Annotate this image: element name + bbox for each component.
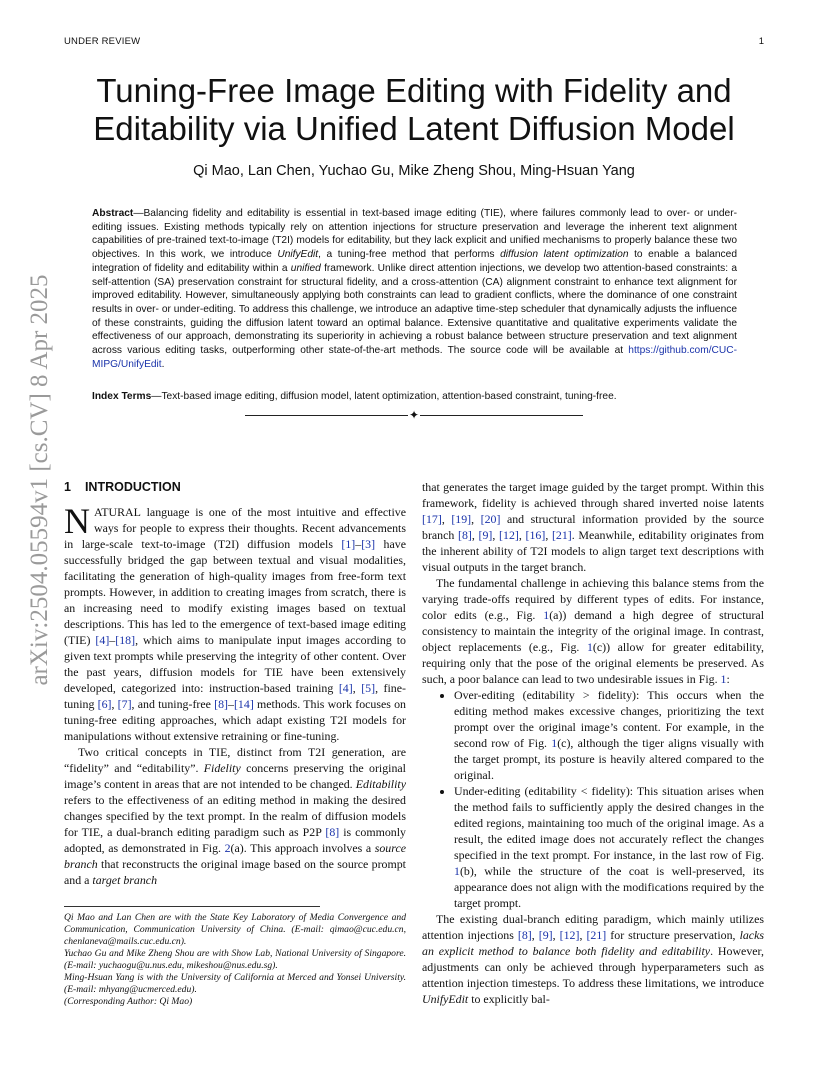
intro-paragraph: [422, 911, 764, 1007]
body-text: (b), while the structure of the coat is well-preserved, its appearance does not align with the modifications required by the target prompt.: [454, 864, 764, 910]
paper-title: Tuning-Free Image Editing with Fidelity and Editability via Unified Latent Diffusion Model: [93, 72, 735, 147]
citation-link[interactable]: [8]: [214, 697, 229, 711]
intro-paragraph: [422, 479, 764, 575]
right-column: [422, 479, 764, 1007]
body-text: The fundamental challenge in achieving this balance stems from the varying trade-offs required by different types of edits. For instance, color edits (e.g., Fig.: [422, 576, 764, 622]
body-text: to explicitly bal-: [468, 992, 550, 1006]
abstract: [92, 207, 737, 371]
small-caps-word: ATURAL: [94, 505, 141, 519]
body-text: (c)) allow for greater editability, requiring only that the pose of the original elements be preserved. As such, a poor balance can lead to two undesirable issues in Fig.: [422, 640, 764, 686]
figure-link[interactable]: 1: [551, 736, 558, 750]
body-text: ,: [111, 697, 118, 711]
author-list: Qi Mao, Lan Chen, Yuchao Gu, Mike Zheng Shou, Ming-Hsuan Yang: [193, 163, 635, 179]
body-text: . Meanwhile, editability originates from the inherent ability of T2I models to align target text descriptions with visual outputs in the target branch.: [422, 528, 765, 574]
body-text: (c), although the tiger aligns visually with the target prompt, its posture is heavily altered compared to the original.: [454, 736, 764, 782]
citation-link[interactable]: [4]: [338, 681, 353, 695]
body-text: Under-editing (editability < fidelity): This situation arises when the method fails to sufficiently apply the desired changes in the edited regions, maintaining too much of the original image. As a result, the edited image does not accurately reflect the changes specified in the text prompt. For instance, in the last row of Fig.: [454, 784, 764, 862]
emphasis-text: target branch: [92, 873, 158, 887]
body-text: ,: [579, 928, 587, 942]
body-text: , and tuning-free: [131, 697, 215, 711]
citation-link[interactable]: [19]: [451, 512, 472, 526]
citation-link[interactable]: [7]: [117, 697, 132, 711]
left-column: [64, 479, 406, 888]
body-text: –: [355, 537, 362, 551]
body-text: (a). This approach involves a: [230, 841, 375, 855]
section-heading: [64, 479, 406, 495]
citation-link[interactable]: [18]: [115, 633, 136, 647]
body-text: :: [726, 672, 730, 686]
body-text: The existing dual-branch editing paradigm, which mainly utilizes attention injections: [422, 912, 764, 942]
body-text: ,: [531, 928, 539, 942]
issue-list: [422, 687, 764, 911]
body-text: is commonly adopted, as demonstrated in Fig.: [64, 825, 406, 855]
body-text: that generates the target image guided by the target prompt. Within this framework, fidelity is achieved through shared inverted noise latents: [422, 480, 764, 510]
figure-link[interactable]: 1: [454, 864, 460, 878]
emphasis-text: source branch: [64, 841, 406, 871]
citation-link[interactable]: [6]: [97, 697, 112, 711]
method-name: UnifyEdit: [422, 992, 469, 1006]
footnote: Yuchao Gu and Mike Zheng Shou are with Show Lab, National University of Singapore. (E-mail: yuchaogu@u.nus.edu, mikeshou@nus.edu.sg).: [64, 948, 406, 971]
footnote: Qi Mao and Lan Chen are with the State Key Laboratory of Media Convergence and Communication, Communication University of China. (E-mail: qimao@cuc.edu.cn, chenlaneva@mails.cuc.edu.cn).: [64, 912, 406, 947]
body-text: ,: [552, 928, 560, 942]
body-text: refers to the effectiveness of an editing method in making the desired changes specified by the text prompt. In the realm of diffusion models for TIE, a dual-branch editing paradigm such as P2P: [64, 793, 406, 839]
body-text: Two critical concepts in TIE, distinct from T2I generation, are “fidelity” and “editability”.: [64, 745, 406, 775]
body-text: ,: [471, 512, 481, 526]
body-text: concerns preserving the original image’s content in areas that are not intended to be changed.: [64, 761, 406, 791]
arxiv-stamp[interactable]: arXiv:2504.05594v1 [cs.CV] 8 Apr 2025: [26, 274, 53, 686]
body-text: ,: [518, 528, 526, 542]
body-text: ,: [441, 512, 452, 526]
figure-link[interactable]: 2: [224, 841, 231, 855]
abstract-text: .: [161, 358, 165, 370]
emphasis-text: diffusion latent optimization: [500, 249, 629, 261]
body-text: –: [109, 633, 116, 647]
body-text: . However, adjustments can only be achieved through hyperparameters such as attention injection timesteps. To address these limitations, we introduce: [422, 944, 764, 990]
emphasis-text: unified: [290, 262, 321, 274]
intro-paragraph: [64, 744, 406, 888]
body-text: , fine-tuning: [64, 681, 406, 711]
footnotes: [64, 912, 406, 1008]
abstract-text: , a tuning-free method that performs: [318, 249, 501, 261]
body-text: ,: [352, 681, 362, 695]
section-number: 1: [64, 480, 71, 494]
citation-link[interactable]: [5]: [361, 681, 376, 695]
citation-link[interactable]: [3]: [361, 537, 376, 551]
figure-link[interactable]: 1: [720, 672, 727, 686]
citation-link[interactable]: [9]: [538, 928, 553, 942]
figure-link[interactable]: 1: [586, 640, 593, 654]
body-text: for structure preservation,: [606, 928, 740, 942]
citation-link[interactable]: [12]: [499, 528, 519, 542]
intro-paragraph: [422, 575, 764, 687]
body-text: methods. This work focuses on tuning-free editing approaches, which adapt existing T2I models for manipulations without extensive retraining or fine-tuning.: [64, 697, 406, 743]
citation-link[interactable]: [17]: [422, 512, 442, 526]
body-text: –: [228, 697, 234, 711]
footnote-rule: [64, 906, 320, 907]
intro-paragraph: [64, 501, 406, 744]
code-link[interactable]: https://github.com/CUC-MIPG/UnifyEdit: [92, 345, 737, 370]
citation-link[interactable]: [12]: [559, 928, 580, 942]
body-text: and structural information provided by the source branch: [422, 512, 764, 542]
index-terms-label: Index Terms: [92, 391, 152, 402]
index-terms: [92, 390, 737, 404]
abstract-text: —Balancing fidelity and editability is essential in text-based image editing (TIE), where failures commonly lead to over- or under-editing issues. Existing methods typically rely on attention injections for structure preservation and leverage the inherent text alignment capabilities of pre-trained text-to-image (T2I) models for editability, but they lack explicit and unified mechanisms to properly balance these two objectives. In this work, we introduce: [92, 208, 737, 261]
method-name: UnifyEdit: [277, 249, 319, 261]
citation-link[interactable]: [8]: [517, 928, 532, 942]
citation-link[interactable]: [4]: [95, 633, 110, 647]
abstract-label: Abstract: [92, 208, 134, 219]
citation-link[interactable]: [20]: [480, 512, 501, 526]
citation-link[interactable]: [8]: [325, 825, 340, 839]
body-text: (a)) demand a high degree of structural consistency to maintain the integrity of the original image. In contrast, object replacements (e.g., Fig.: [422, 608, 764, 654]
citation-link[interactable]: [8]: [458, 528, 472, 542]
body-text: language is one of the most intuitive and effective ways for people to express their thoughts. Recent advancements in large-scale text-to-image (T2I) diffusion models: [64, 505, 406, 551]
body-text: have successfully bridged the gap between textual and visual modalities, facilitating the generation of high-quality images from free-form text prompts. However, in addition to creating images from scratch, there is an increasing need to modify existing images based on textual descriptions. This has led to the emergence of text-based image editing (TIE): [64, 537, 406, 647]
list-item: [454, 687, 764, 783]
abstract-text: to enable a balanced integration of fidelity and editability within a: [92, 249, 737, 274]
body-text: Over-editing (editability > fidelity): This occurs when the editing method makes excessive changes, prioritizing the text prompt over the original image’s content. For example, in the second row of Fig.: [454, 688, 764, 750]
citation-link[interactable]: [16]: [525, 528, 546, 542]
body-text: ,: [492, 528, 500, 542]
citation-link[interactable]: [21]: [551, 528, 572, 542]
body-text: ,: [471, 528, 479, 542]
body-text: ,: [545, 528, 552, 542]
citation-link[interactable]: [1]: [341, 537, 356, 551]
running-header: UNDER REVIEW: [64, 36, 141, 47]
abstract-text: framework. Unlike direct attention injections, we develop two attention-based constraints: a self-attention (SA) preservation constraint for structural fidelity, and a cross-attention (CA) alignment constraint to enhance text alignment for improved editability. However, simultaneously applying both constraints can lead to gradient conflicts, where the dominance of one constraint results in over- or under-editing. To address this challenge, we introduce an adaptive time-step scheduler that dynamically adjusts the influence of these constraints, guiding the diffusion latent toward an optimal balance. Extensive quantitative and qualitative experiments validate the effectiveness of our approach, demonstrating its superiority in achieving a robust balance between structure preservation and text alignment across various editing tasks, outperforming other state-of-the-art methods. The source code will be available at: [92, 262, 737, 357]
citation-link[interactable]: [9]: [478, 528, 493, 542]
section-title: INTRODUCTION: [84, 480, 181, 494]
body-text: , which aims to manipulate input images according to given text prompts while preserving the integrity of other content. Over the past years, diffusion models for TIE have been extensively developed, categorized into: instruction-based training: [64, 633, 406, 695]
emphasis-text: Editability: [355, 777, 406, 791]
list-item: [454, 783, 764, 911]
figure-link[interactable]: 1: [543, 608, 550, 622]
drop-cap: N: [64, 501, 90, 541]
citation-link[interactable]: [21]: [586, 928, 607, 942]
citation-link[interactable]: [14]: [233, 697, 254, 711]
index-terms-text: —Text-based image editing, diffusion model, latent optimization, attention-based constraint, tuning-free.: [151, 391, 617, 402]
emphasis-text: Fidelity: [203, 761, 241, 775]
body-text: that reconstructs the original image based on the source prompt and a: [64, 857, 406, 887]
footnote: (Corresponding Author: Qi Mao): [64, 996, 193, 1007]
footnote: Ming-Hsuan Yang is with the University of California at Merced and Yonsei University. (E-mail: mhyang@ucmerced.edu).: [64, 972, 406, 995]
page-number: 1: [758, 36, 764, 47]
divider-diamond-icon: ✦: [408, 408, 420, 422]
emphasis-text: lacks an explicit method to balance both fidelity and editability: [422, 928, 764, 958]
